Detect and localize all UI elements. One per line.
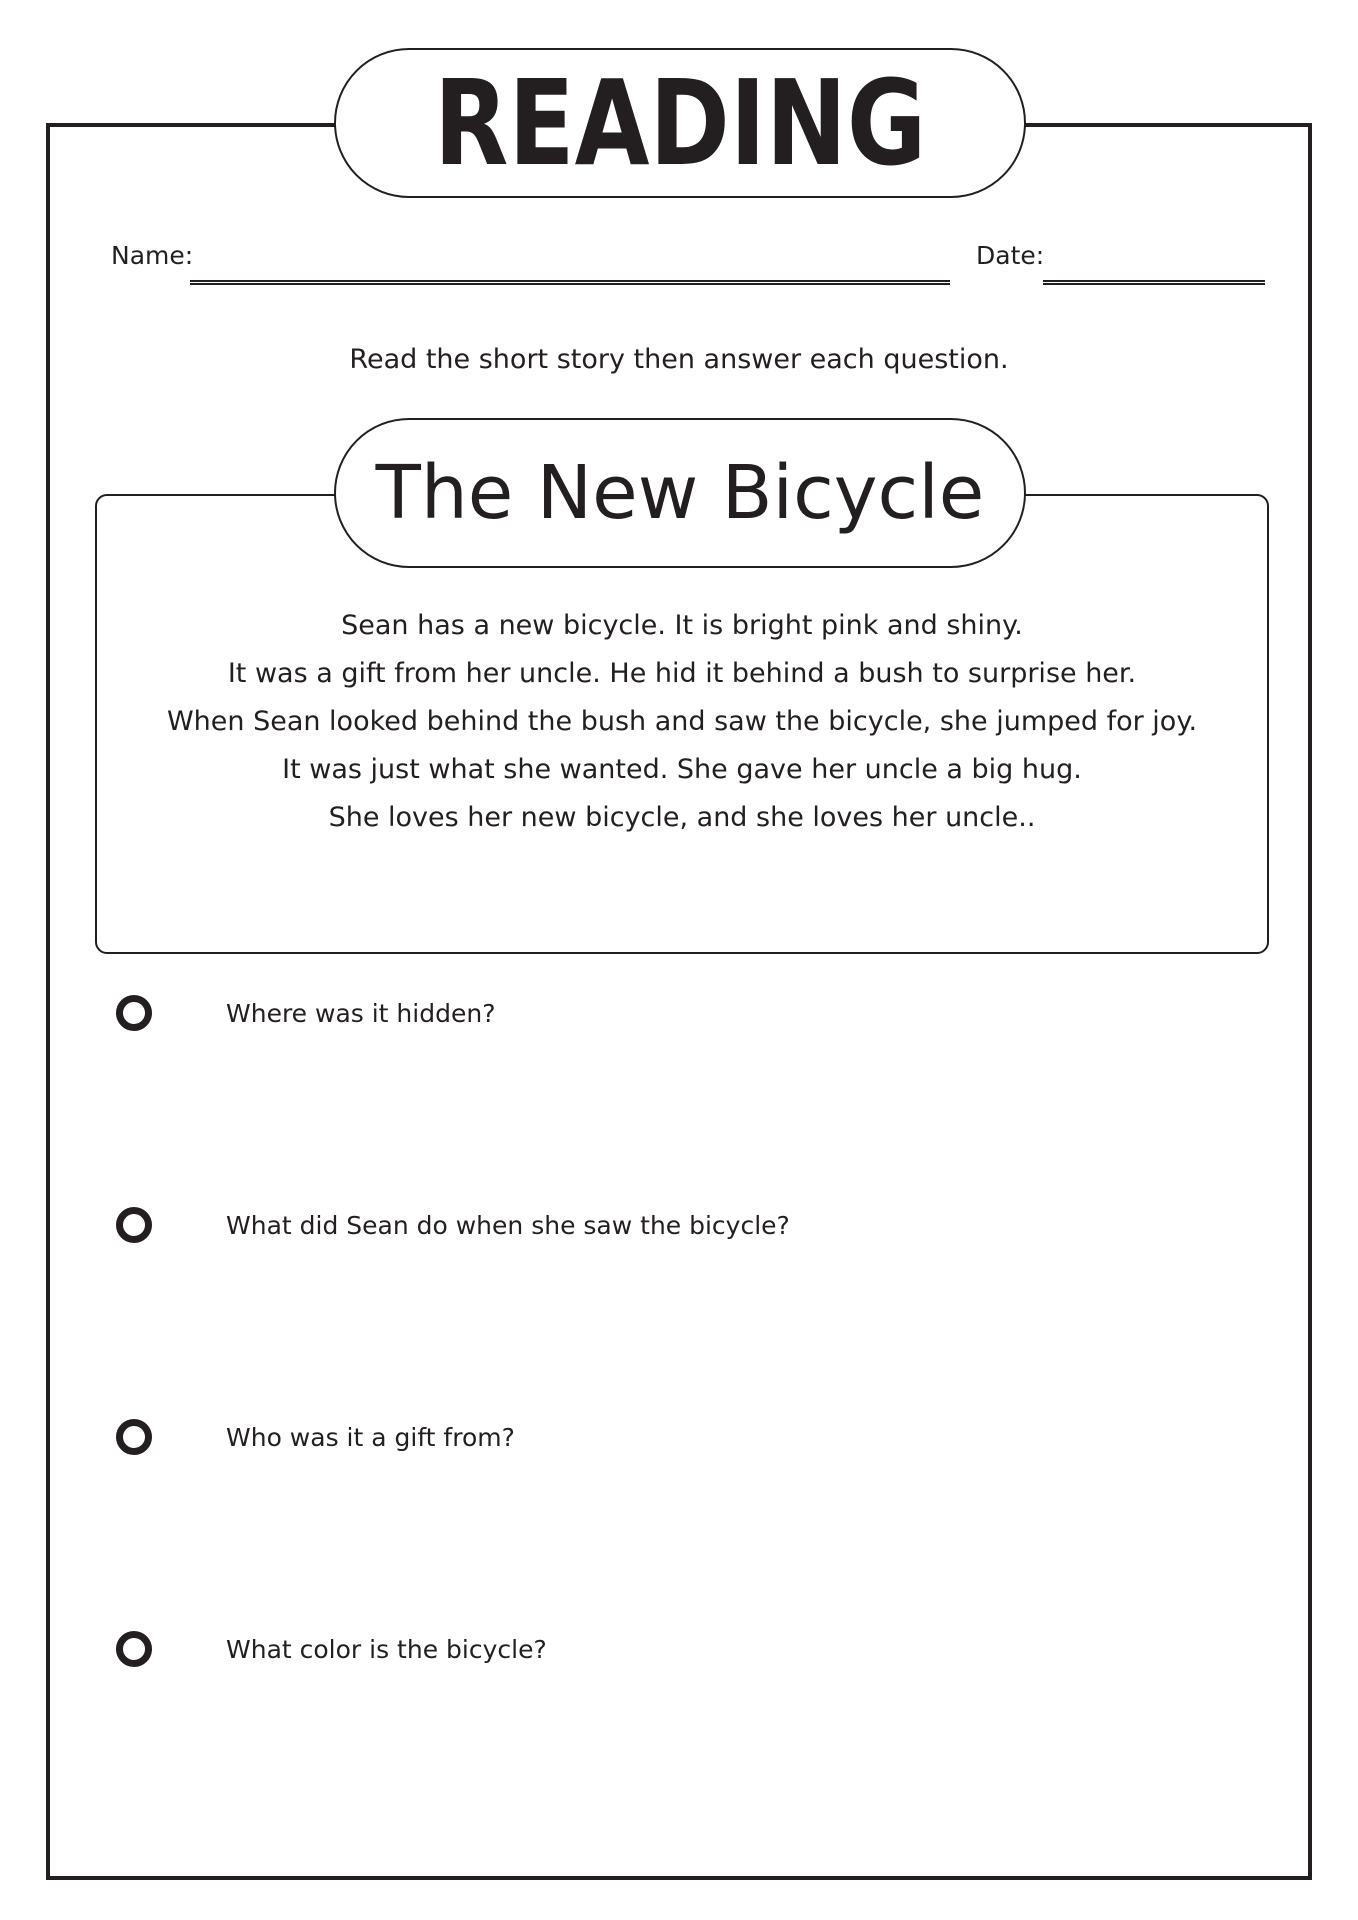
question-text: What did Sean do when she saw the bicycle? — [226, 1210, 790, 1240]
page-title: READING — [433, 54, 927, 192]
circle-bullet-icon — [116, 995, 152, 1031]
title-banner — [334, 48, 1026, 198]
question-text: Who was it a gift from? — [226, 1422, 515, 1452]
question-item — [116, 989, 495, 1037]
question-item — [116, 1201, 790, 1249]
story-line: When Sean looked behind the bush and saw the bicycle, she jumped for joy. — [166, 706, 1198, 737]
circle-bullet-icon — [116, 1631, 152, 1667]
story-text — [95, 602, 1269, 842]
date-label: Date: — [976, 241, 1045, 270]
story-title: The New Bicycle — [375, 450, 985, 536]
question-text: What color is the bicycle? — [226, 1634, 547, 1664]
story-line: It was just what she wanted. She gave her uncle a big hug. — [282, 754, 1082, 785]
name-field[interactable] — [190, 280, 950, 285]
instruction-text: Read the short story then answer each question. — [349, 344, 1009, 375]
question-item — [116, 1625, 547, 1673]
story-line: It was a gift from her uncle. He hid it behind a bush to surprise her. — [227, 658, 1137, 689]
question-item — [116, 1413, 515, 1461]
circle-bullet-icon — [116, 1419, 152, 1455]
story-title-banner — [334, 418, 1026, 568]
question-text: Where was it hidden? — [226, 998, 496, 1028]
circle-bullet-icon — [116, 1207, 152, 1243]
story-line: Sean has a new bicycle. It is bright pink and shiny. — [341, 610, 1023, 641]
name-label: Name: — [111, 241, 194, 270]
story-line: She loves her new bicycle, and she loves her uncle.. — [328, 802, 1036, 833]
date-field[interactable] — [1043, 280, 1265, 285]
